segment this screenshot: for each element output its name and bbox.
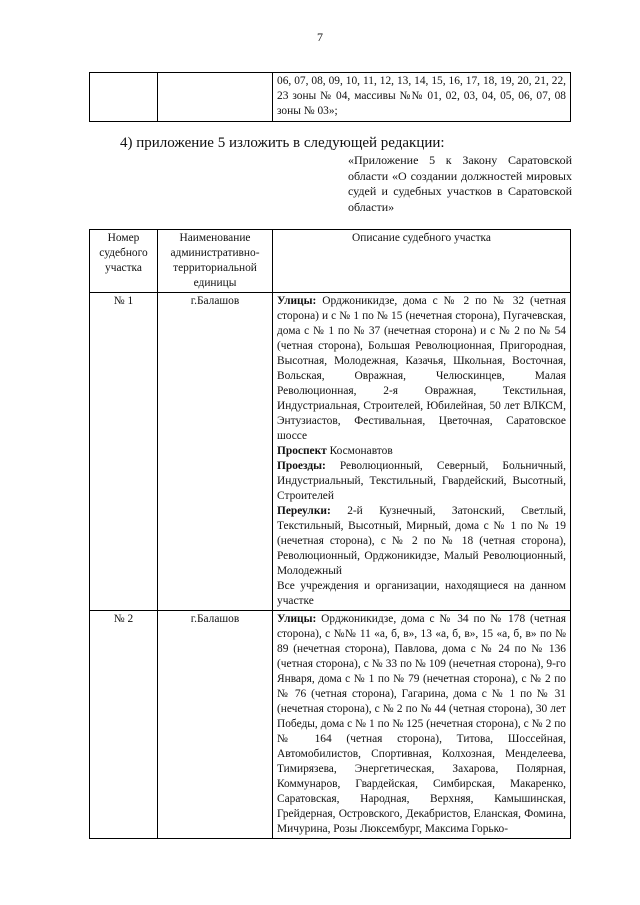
table-row [90, 73, 571, 122]
page-number: 7 [317, 30, 323, 44]
paragraph-text: Орджоникидзе, дома с № 2 по № 32 (четная сторона) и с № 1 по № 15 (нечетная сторона), Пугачевская, дома с № 1 по № 37 (нечетная сторона) и с № 2 по № 54 (четная сторона), Большая Революционная, Пригородная, Высотная, Молодежная, Казачья, Школьная, Восточная, Вольская, Овражная, Челюскинцев, Малая Революционная, 2-я Овражная, Текстильная, Индустриальная, Строителей, Юбилейная, 50 лет ВЛКСМ, Энтузиастов, Фестивальная, Цветочная, Саратовское шоссе [277, 295, 566, 442]
description-paragraph [277, 579, 566, 609]
table-cell [158, 73, 273, 122]
paragraph-text: Орджоникидзе, дома с № 34 по № 178 (четная сторона), с №№ 11 «а, б, в», 13 «а, б, в», 15 «а, б, в» по № 89 (нечетная сторона), Павлова, дома с № 24 по № 136 (четная сторона), с № 33 по № 109 (нечетная сторона), 9-го Января, дома с № 1 по № 79 (нечетная сторона), с № 2 по № 76 (четная сторона), Гагарина, дома с № 1 по № 31 (нечетная сторона), с № 2 по № 44 (четная сторона), 30 лет Победы, дома с № 1 по № 125 (нечетная сторона), с № 2 по № 164 (четная сторона), Титова, Шоссейная, Автомобилистов, Спортивная, Колхозная, Менделеева, Тимирязева, Энергетическая, Захарова, Полярная, Коммунаров, Гвардейская, Симбирская, Макаренко, Саратовская, Народная, Верхняя, Камышинская, Грейдерная, Островского, Декабристов, Еланская, Фомина, Мичурина, Розы Люксембург, Максима Горько- [277, 613, 566, 835]
description-paragraph [277, 444, 566, 459]
paragraph-label: Улицы: [277, 613, 317, 625]
paragraph-text: Космонавтов [326, 445, 393, 457]
row-unit: г.Балашов [158, 611, 273, 839]
description-paragraph [277, 459, 566, 504]
paragraph-label: Переулки: [277, 505, 331, 517]
header-unit: Наименование административно-территориальной единицы [158, 230, 273, 293]
paragraph-text: 2-й Кузнечный, Затонский, Светлый, Текстильный, Высотный, Мирный, дома с № 1 по № 19 (нечетная сторона), с № 2 по № 18 (четная сторона), Революционный, Орджоникидзе, Малый Революционный, Молодежный [277, 505, 566, 577]
row-unit: г.Балашов [158, 293, 273, 611]
table-cell: 06, 07, 08, 09, 10, 11, 12, 13, 14, 15, 16, 17, 18, 19, 20, 21, 22, 23 зоны № 04, массивы №№ 01, 02, 03, 04, 05, 06, 07, 08 зоны № 03»; [273, 73, 571, 122]
description-paragraph [277, 294, 566, 444]
table-row [90, 611, 571, 839]
appendix-title-quote: «Приложение 5 к Закону Саратовской области «О создании должностей мировых судей и судебных участков в Саратовской области» [348, 153, 572, 214]
row-description [273, 611, 571, 839]
paragraph-label: Проспект [277, 445, 327, 457]
table-header-row [90, 230, 571, 293]
description-paragraph [277, 612, 566, 837]
description-paragraph [277, 504, 566, 579]
paragraph-text: Все учреждения и организации, находящиеся на данном участке [277, 580, 566, 607]
row-number: № 1 [90, 293, 158, 611]
continuation-table [89, 72, 571, 122]
table-cell [90, 73, 158, 122]
paragraph-label: Проезды: [277, 460, 326, 472]
header-number: Номер судебного участка [90, 230, 158, 293]
row-number: № 2 [90, 611, 158, 839]
courts-table [89, 229, 571, 839]
table-row [90, 293, 571, 611]
paragraph-label: Улицы: [277, 295, 317, 307]
row-description [273, 293, 571, 611]
paragraph-text: Революционный, Северный, Больничный, Индустриальный, Текстильный, Гвардейский, Высотный, Строителей [277, 460, 566, 502]
header-description: Описание судебного участка [273, 230, 571, 293]
section-heading: 4) приложение 5 изложить в следующей редакции: [120, 135, 445, 151]
